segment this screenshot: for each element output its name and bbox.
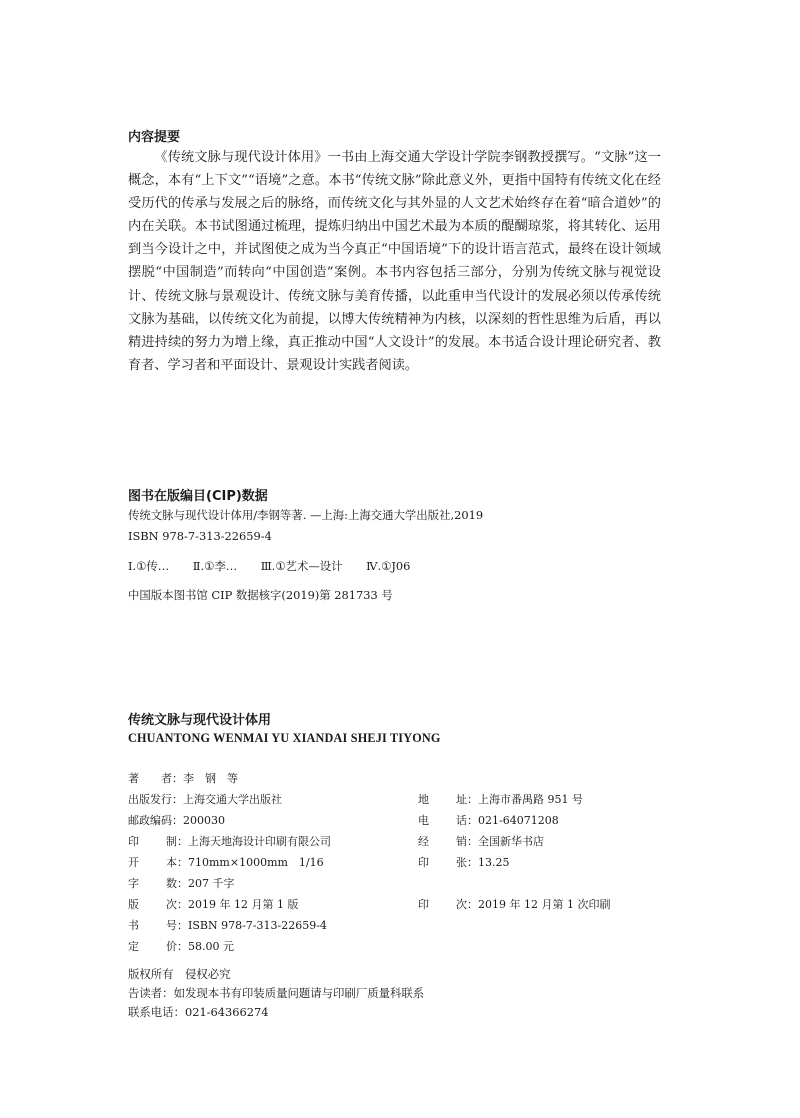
publisher-label: 出版发行： <box>128 793 183 806</box>
distributor-label-suffix: 销： <box>456 835 478 848</box>
printer-label-suffix: 制： <box>166 835 188 848</box>
price-value: 58.00 元 <box>188 940 234 953</box>
row-printer <box>128 833 668 852</box>
cip-verification: 中国版本图书馆 CIP 数据核字(2019)第 281733 号 <box>128 588 393 602</box>
book-title: 传统文脉与现代设计体用 <box>128 713 272 728</box>
words-label: 字 <box>128 877 139 890</box>
row-isbn <box>128 917 327 936</box>
row-words <box>128 875 235 894</box>
edition-value: 2019 年 12 月第 1 版 <box>188 898 299 911</box>
address-value: 上海市番禺路 951 号 <box>478 793 583 806</box>
sheets-label: 印 <box>418 856 429 869</box>
phone <box>418 812 559 828</box>
row-price <box>128 938 234 957</box>
phone-value: 021-64071208 <box>478 814 559 827</box>
cip-isbn-line: ISBN 978-7-313-22659-4 <box>128 529 272 543</box>
phone-label-suffix: 话： <box>456 814 478 827</box>
cip-class-item: Ⅱ.①李… <box>192 559 238 573</box>
address-label: 地 <box>418 793 429 806</box>
edition-label: 版 <box>128 898 139 911</box>
book-title-pinyin: CHUANTONG WENMAI YU XIANDAI SHEJI TIYONG <box>128 731 441 745</box>
postcode-label: 邮政编码： <box>128 814 183 827</box>
cip-heading: 图书在版编目(CIP)数据 <box>128 489 268 504</box>
cip-catalog-line: 传统文脉与现代设计体用/李钢等著. —上海:上海交通大学出版社,2019 <box>128 508 484 522</box>
sheets <box>418 854 510 870</box>
distributor <box>418 833 544 849</box>
printing-label: 印 <box>418 898 429 911</box>
printing <box>418 896 610 912</box>
distributor-value: 全国新华书店 <box>478 835 544 848</box>
author-label: 著 者： <box>128 772 183 785</box>
phone-label: 电 <box>418 814 429 827</box>
row-publisher <box>128 791 668 810</box>
author-value: 李 钢 等 <box>183 772 238 785</box>
row-postcode <box>128 812 668 831</box>
edition-label-suffix: 次： <box>166 898 188 911</box>
printer-value: 上海天地海设计印刷有限公司 <box>188 835 331 848</box>
printer-label: 印 <box>128 835 139 848</box>
words-value: 207 千字 <box>188 877 235 890</box>
format-label-suffix: 本： <box>166 856 188 869</box>
postcode-value: 200030 <box>183 814 225 827</box>
printing-value: 2019 年 12 月第 1 次印刷 <box>478 898 611 911</box>
sheets-label-suffix: 张： <box>456 856 478 869</box>
printing-label-suffix: 次： <box>456 898 478 911</box>
isbn-label: 书 <box>128 919 139 932</box>
reader-notice: 告读者：如发现本书有印装质量问题请与印刷厂质量科联系 <box>128 986 425 1000</box>
price-label-suffix: 价： <box>166 940 188 953</box>
address-label-suffix: 址： <box>456 793 478 806</box>
service-phone: 联系电话：021-64366274 <box>128 1005 269 1019</box>
cip-class-item: Ⅳ.①J06 <box>366 559 411 573</box>
publisher-value: 上海交通大学出版社 <box>183 793 282 806</box>
isbn-value: ISBN 978-7-313-22659-4 <box>188 919 327 932</box>
cip-classification <box>128 558 430 574</box>
price-label: 定 <box>128 940 139 953</box>
row-format <box>128 854 668 873</box>
address <box>418 791 583 807</box>
sheets-value: 13.25 <box>478 856 510 869</box>
copyright-notice: 版权所有 侵权必究 <box>128 967 231 981</box>
abstract-heading: 内容提要 <box>128 130 181 145</box>
distributor-label: 经 <box>418 835 429 848</box>
words-label-suffix: 数： <box>166 877 188 890</box>
row-author <box>128 770 238 789</box>
format-value: 710mm×1000mm 1/16 <box>188 856 324 869</box>
format-label: 开 <box>128 856 139 869</box>
isbn-label-suffix: 号： <box>166 919 188 932</box>
row-edition <box>128 896 668 915</box>
cip-class-item: Ⅰ.①传… <box>128 559 170 573</box>
abstract-body: 《传统文脉与现代设计体用》一书由上海交通大学设计学院李钢教授撰写。“文脉”这一概念，本有“上下文”“语境”之意。本书“传统文脉”除此意义外，更指中国特有传统文化在经受历代的传承与发展之后的脉络，而传统文化与其外显的人文艺术始终存在着“暗合道妙”的内在关联。本书试图通过梳理，提炼归纳出中国艺术最为本质的醍醐琼浆，将其转化、运用到当今设计之中，并试图使之成为当今真正“中国语境”下的设计语言范式，最终在设计领域摆脱“中国制造”而转向“中国创造”案例。本书内容包括三部分，分别为传统文脉与视觉设计、传统文脉与景观设计、传统文脉与美育传播，以此重申当代设计的发展必须以传承传统文脉为基础，以传统文化为前提，以博大传统精神为内核，以深刻的哲性思维为后盾，再以精进持续的努力为增上缘，真正推动中国“人文设计”的发展。本书适合设计理论研究者、教育者、学习者和平面设计、景观设计实践者阅读。 <box>128 150 661 373</box>
cip-class-item: Ⅲ.①艺术—设计 <box>260 559 343 573</box>
